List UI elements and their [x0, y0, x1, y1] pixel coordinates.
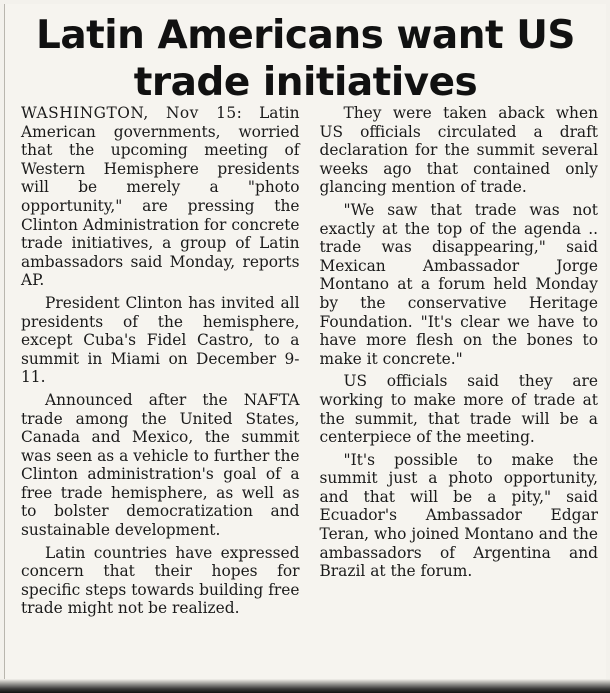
- headline: [5, 4, 606, 106]
- lead-text: Latin American governments, worried that the upcoming meeting of Western Hemisphere presidents will be merely a "photo opportunity," are pressing the Clinton Administration for concrete trade initiatives, a group of Latin ambassadors said Monday, reports AP.: [21, 104, 300, 290]
- paragraph: "We saw that trade was not exactly at the top of the agenda .. trade was disappearing," said Mexican Ambassador Jorge Montano at a forum held Monday by the conservative Heritage Foundation. "It's clear we have to have more flesh on the bones to make it concrete.": [319, 200, 598, 368]
- paragraph: Latin countries have expressed concern that their hopes for specific steps towards building free trade might not be realized.: [21, 543, 300, 618]
- column-right: [320, 104, 599, 680]
- bottom-edge-rule: [0, 679, 610, 693]
- headline-line-2: trade initiatives: [133, 60, 478, 105]
- paragraph: President Clinton has invited all presidents of the hemisphere, except Cuba's Fidel Castro, to a summit in Miami on December 9-11.: [21, 293, 300, 387]
- headline-line-1: Latin Americans want US: [36, 13, 575, 58]
- column-left: [21, 104, 300, 680]
- newspaper-clipping: [4, 4, 606, 680]
- paragraph: US officials said they are working to make more of trade at the summit, that trade will be a centerpiece of the meeting.: [319, 372, 598, 447]
- paragraph: "It's possible to make the summit just a photo opportunity, and that will be a pity," said Ecuador's Ambassador Edgar Teran, who joined Montano and the ambassadors of Argentina and Brazil at the forum.: [319, 450, 598, 581]
- paragraph-lead: [21, 104, 300, 290]
- article-body: [21, 104, 598, 680]
- paragraph: They were taken aback when US officials circulated a draft declaration for the summit several weeks ago that contained only glancing mention of trade.: [319, 104, 598, 197]
- dateline: WASHINGTON, Nov 15:: [21, 104, 243, 122]
- paragraph: Announced after the NAFTA trade among the United States, Canada and Mexico, the summit was seen as a vehicle to further the Clinton administration's goal of a free trade hemisphere, as well as to bolster democratization and sustainable development.: [21, 390, 300, 540]
